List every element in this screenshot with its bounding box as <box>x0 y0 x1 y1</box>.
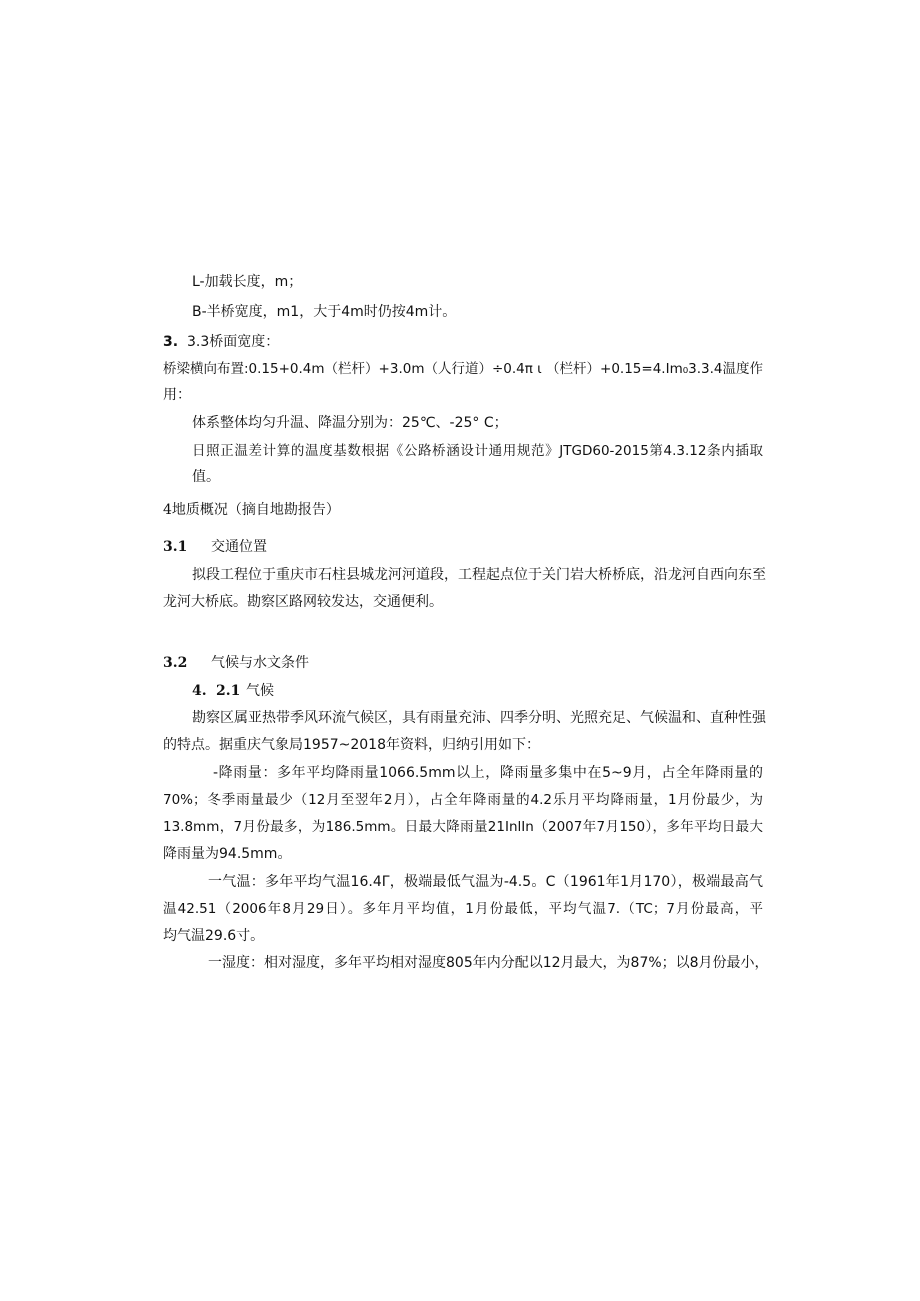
heading-number: 3. <box>163 334 179 350</box>
heading-text: 气候与水文条件 <box>211 655 309 671</box>
heading-number: 3.2 <box>163 655 188 671</box>
heading-text: 交通位置 <box>211 539 267 555</box>
paragraph-line: 勘察区属亚热带季风环流气候区，具有雨量充沛、四季分明、光照充足、气候温和、直种性强 <box>192 710 766 726</box>
paragraph-line: 拟段工程位于重庆市石柱县城龙河河道段，工程起点位于关门岩大桥桥底，沿龙河自西向东至 <box>192 567 766 583</box>
heading-4-2-1 <box>192 681 792 701</box>
definition-b: B-半桥宽度，m1，大于4m时仍按4m计。 <box>192 304 457 320</box>
paragraph-line: 一气温：多年平均气温16.4Γ，极端最低气温为-4.5。C（1961年1月170），极端最高气 <box>208 874 763 890</box>
paragraph-line: 用： <box>163 387 191 403</box>
paragraph-line: 龙河大桥底。勘察区路网较发达，交通便利。 <box>163 594 443 610</box>
paragraph-line: 均气温29.6寸。 <box>163 928 265 944</box>
paragraph-line: 的特点。据重庆气象局1957~2018年资料，归纳引用如下： <box>163 737 540 753</box>
heading-3-2 <box>163 653 763 673</box>
paragraph-line: 体系整体均匀升温、降温分别为：25℃、-25° C； <box>192 415 508 431</box>
section-heading-4: 4地质概况（摘自地勘报告） <box>163 502 340 518</box>
heading-text: 3.3桥面宽度： <box>187 334 280 350</box>
paragraph-line: 桥梁横向布置:0.15+0.4m（栏杆）+3.0m（人行道）÷0.4π ι （栏杆）+0.15=4.Im₀3.3.4温度作 <box>163 361 763 377</box>
paragraph-line: -降雨量：多年平均降雨量1066.5mm以上，降雨量多集中在5~9月，占全年降雨量的 <box>213 765 763 781</box>
paragraph-line: 一湿度：相对湿度，多年平均相对湿度805年内分配以12月最大，为87%；以8月份最小， <box>208 955 769 971</box>
paragraph-line: 降雨量为94.5mm。 <box>163 846 292 862</box>
heading-3-3-3 <box>163 332 763 352</box>
paragraph-line: 日照正温差计算的温度基数根据《公路桥涵设计通用规范》JTGD60-2015第4.3.12条内插取 <box>192 443 763 459</box>
paragraph-line: 温42.51（2006年8月29日）。多年月平均值，1月份最低，平均气温7.（TC；7月份最高，平 <box>163 901 763 917</box>
heading-3-1 <box>163 537 763 557</box>
heading-number: 4. <box>192 683 207 699</box>
definition-l: L-加载长度，m； <box>192 274 303 290</box>
paragraph-line: 值。 <box>192 469 220 485</box>
paragraph-line: 70%；冬季雨量最少（12月至翌年2月），占全年降雨量的4.2乐月平均降雨量，1月份最少，为 <box>163 792 763 808</box>
heading-number: 3.1 <box>163 539 188 555</box>
heading-subnumber: 2.1 <box>216 683 241 699</box>
heading-text: 气候 <box>246 683 274 699</box>
paragraph-line: 13.8mm，7月份最多，为186.5mm。日最大降雨量21InlIn（2007年7月150），多年平均日最大 <box>163 819 763 835</box>
